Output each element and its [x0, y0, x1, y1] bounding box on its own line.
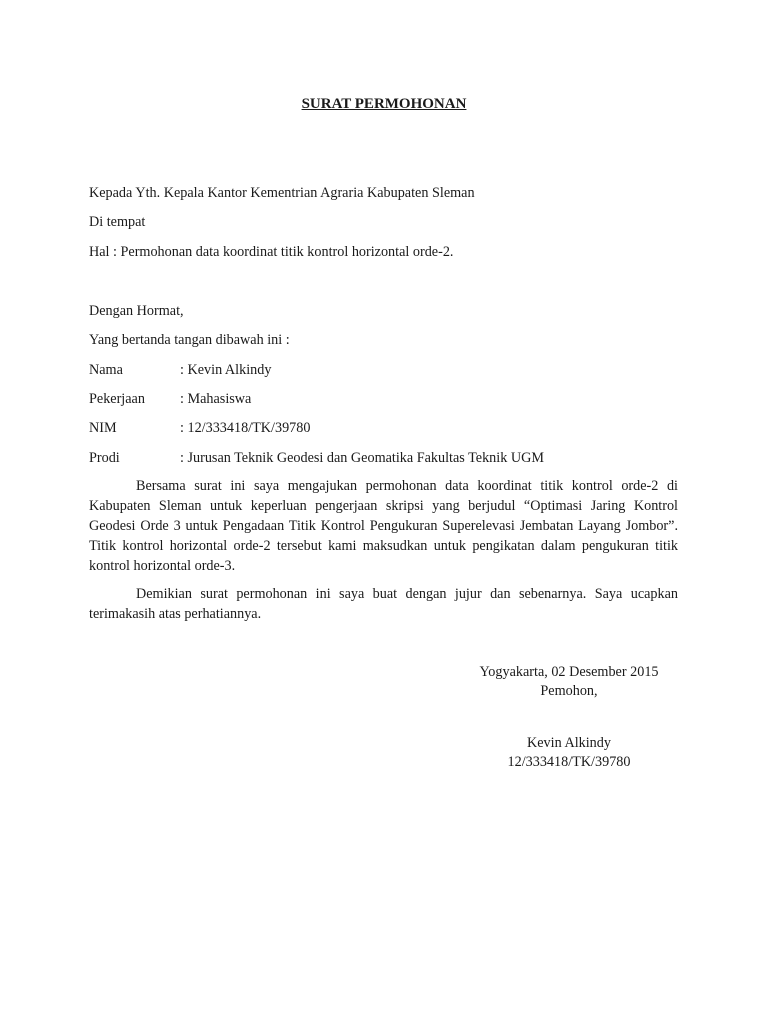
- recipient: Kepada Yth. Kepala Kantor Kementrian Agraria Kabupaten Sleman: [89, 185, 475, 201]
- intro: Yang bertanda tangan dibawah ini :: [89, 332, 290, 348]
- body-paragraph-1: Bersama surat ini saya mengajukan permohonan data koordinat titik kontrol orde-2 di Kabupaten Sleman untuk keperluan pengerjaan skripsi yang berjudul “Optimasi Jaring Kontrol Geodesi Orde 3 untuk Pengadaan Titik Kontrol Pengukuran Superelevasi Jembatan Layang Jombor”. Titik kontrol horizontal orde-2 tersebut kami maksudkan untuk pengikatan dalam pengukuran titik kontrol horizontal orde-3.: [89, 478, 678, 574]
- field-value-nama: : Kevin Alkindy: [180, 362, 272, 378]
- field-value-nim: : 12/333418/TK/39780: [180, 420, 311, 436]
- field-value-prodi: : Jurusan Teknik Geodesi dan Geomatika Fakultas Teknik UGM: [180, 450, 544, 466]
- signature-name: Kevin Alkindy: [527, 735, 611, 751]
- greeting: Dengan Hormat,: [89, 303, 184, 319]
- field-label-pekerjaan: Pekerjaan: [89, 391, 145, 407]
- signature-role: Pemohon,: [540, 683, 598, 699]
- signature-nim: 12/333418/TK/39780: [507, 754, 631, 770]
- body-paragraph-2: Demikian surat permohonan ini saya buat dengan jujur dan sebenarnya. Saya ucapkan terimakasih atas perhatiannya.: [89, 586, 678, 622]
- signature-place-date: Yogyakarta, 02 Desember 2015: [479, 664, 659, 680]
- field-label-prodi: Prodi: [89, 450, 120, 466]
- letter-title: SURAT PERMOHONAN: [301, 96, 467, 112]
- place: Di tempat: [89, 214, 146, 230]
- field-label-nim: NIM: [89, 420, 117, 436]
- subject: Hal : Permohonan data koordinat titik kontrol horizontal orde-2.: [89, 244, 454, 260]
- field-label-nama: Nama: [89, 362, 123, 378]
- field-value-pekerjaan: : Mahasiswa: [180, 391, 252, 407]
